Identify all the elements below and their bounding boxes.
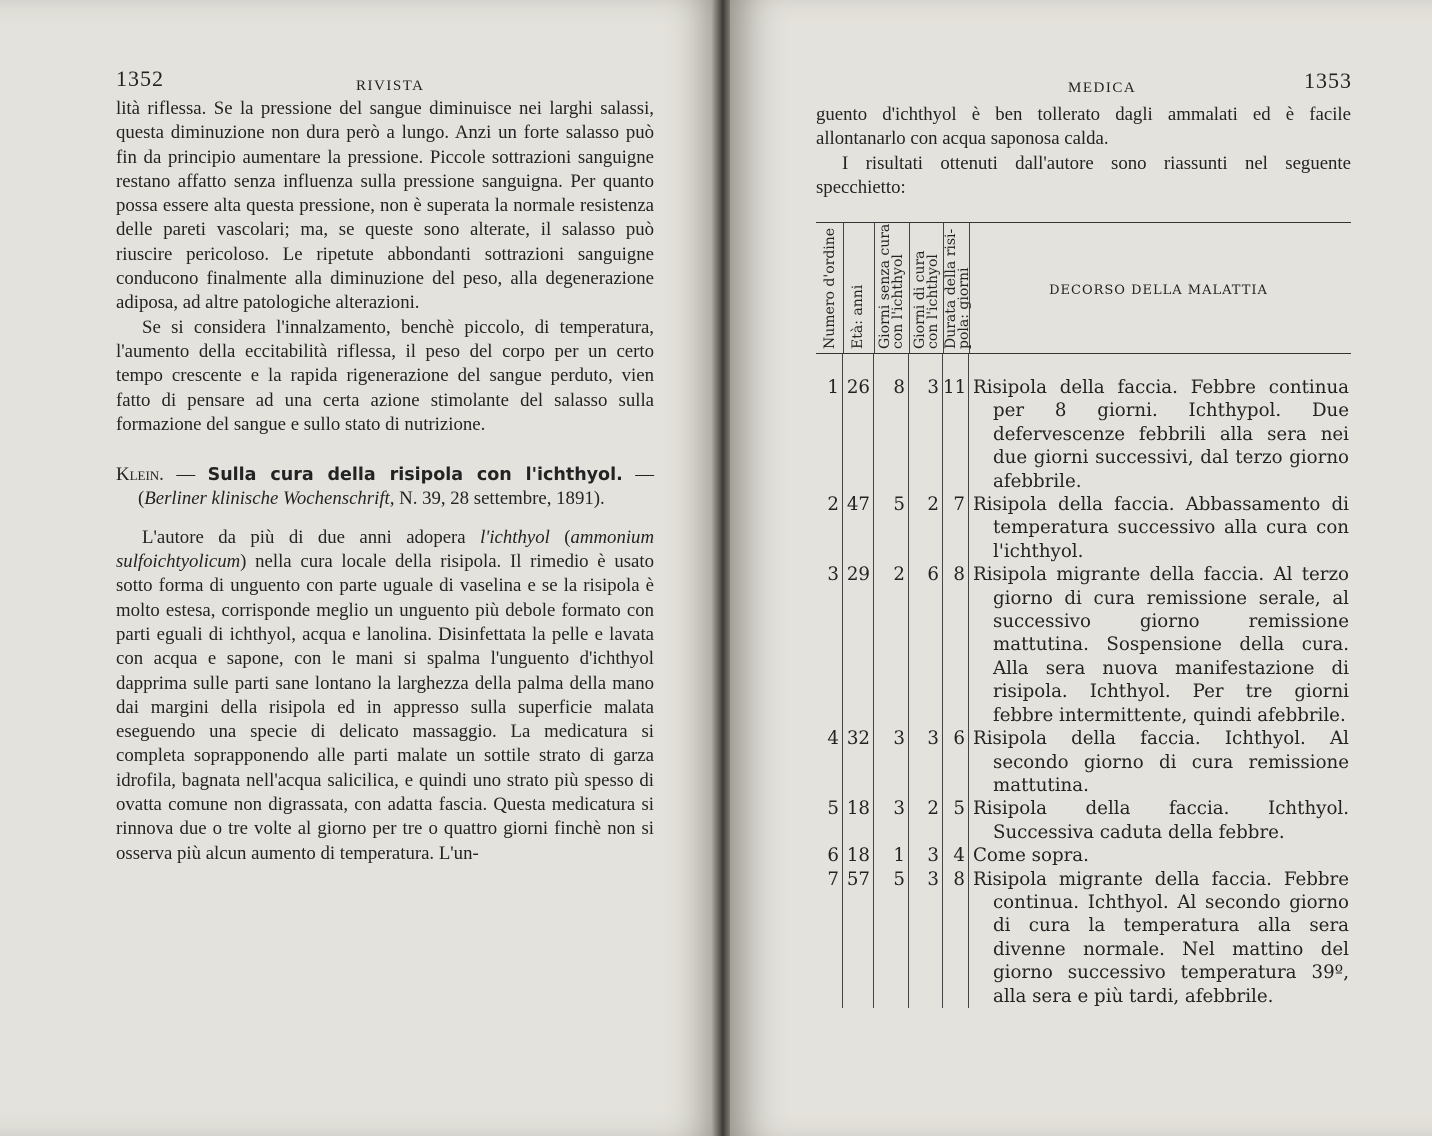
cell-giorni-cura: 2 bbox=[909, 797, 943, 844]
cell-giorni-cura: 2 bbox=[909, 493, 943, 563]
emphasis: l'ichthyol bbox=[480, 526, 550, 548]
header-col-decorso: DECORSO DELLA MALATTIA bbox=[1049, 283, 1268, 298]
header-label: Numero d'ordine bbox=[822, 227, 838, 349]
cell-decorso: Risipola migrante della faccia. Al terzo giorno di cura remissione serale, al successivo giorno remissione mattutina. Sospensione della cura. Alla sera nuova manifestazione di risipola. Ichthyol. Per tre giorni febbre intermittente, quindi afebbrile. bbox=[973, 564, 1349, 726]
paragraph: I risultati ottenuti dall'autore sono riassunti nel seguente specchietto: bbox=[816, 152, 1351, 198]
article-author: Klein. bbox=[116, 464, 164, 486]
cell-decorso: Risipola della faccia. Febbre continua per 8 giorni. Ichthypol. Due defervescenze febbrili alla sera nei due giorni successivi, dal terzo giorno afebbrile. bbox=[973, 377, 1349, 492]
header-label: Età: anni bbox=[850, 284, 866, 349]
header-label: Giorni di cura bbox=[912, 250, 928, 349]
table-body bbox=[816, 354, 1351, 1008]
running-head-right: MEDICA bbox=[1068, 80, 1137, 96]
emphasis: ammonium sulfoichtyolicum bbox=[116, 526, 655, 573]
table-row bbox=[816, 563, 1351, 727]
cell-eta: 26 bbox=[843, 376, 874, 493]
cell-durata: 7 bbox=[943, 493, 969, 563]
cell-senza-cura: 1 bbox=[874, 844, 909, 867]
article-heading bbox=[116, 463, 654, 512]
results-table bbox=[816, 222, 1351, 1008]
paragraph: guento d'ichthyol è ben tollerato dagli ammalati ed è facile allontanarlo con acqua saponosa calda. bbox=[816, 104, 1351, 150]
cell-giorni-cura: 3 bbox=[909, 727, 943, 797]
header-col-giorni-cura bbox=[909, 223, 944, 353]
cell-giorni-cura: 3 bbox=[909, 868, 943, 1008]
spacer-cell bbox=[843, 354, 874, 376]
cell-senza-cura: 2 bbox=[874, 563, 909, 727]
spacer-cell bbox=[816, 354, 843, 376]
cell-eta: 47 bbox=[843, 493, 874, 563]
table-row bbox=[816, 493, 1351, 563]
cell-giorni-cura: 6 bbox=[909, 563, 943, 727]
header-label: con l'ichthyol bbox=[925, 254, 941, 349]
cell-durata: 4 bbox=[943, 844, 969, 867]
running-head-left: RIVISTA bbox=[356, 78, 425, 94]
text-run: L'autore da più di due anni adopera bbox=[142, 526, 481, 548]
separator: — ( bbox=[138, 464, 655, 510]
cell-numero: 6 bbox=[816, 844, 843, 867]
article-title: Sulla cura della risipola con l'ichthyol. bbox=[207, 465, 623, 486]
cell-senza-cura: 3 bbox=[874, 797, 909, 844]
cell-durata: 6 bbox=[943, 727, 969, 797]
table-spacer bbox=[816, 354, 1351, 376]
cell-senza-cura: 5 bbox=[874, 493, 909, 563]
cell-numero: 3 bbox=[816, 563, 843, 727]
cell-decorso: Come sopra. bbox=[973, 845, 1089, 867]
spacer-cell bbox=[874, 354, 909, 376]
table-header bbox=[816, 222, 1351, 354]
cell-senza-cura: 5 bbox=[874, 868, 909, 1008]
cell-durata: 11 bbox=[943, 376, 969, 493]
cell-durata: 8 bbox=[943, 868, 969, 1008]
paragraph: Se si considera l'innalzamento, benchè piccolo, di temperatura, l'aumento della eccitabilità riflessa, il peso del corpo per un certo tempo crescente e la rapida rigenerazione del sangue perduto, vien fatto di pensare ad una certa azione stimolante del salasso sulla formazione del sangue e sullo stato di nutrizione. bbox=[116, 316, 654, 435]
text-run: ) nella cura locale della risipola. Il rimedio è usato sotto forma di unguento con parte uguale di vaselina e se la risipola è molto estesa, corrisponde meglio un unguento più debole formato con parti eguali di ichthyol, acqua e lanolina. Disinfettata la pelle e lavata con acqua e sapone, con le mani si spalma l'unguento d'ichthyol dapprima sulle parti sane lontano la larghezza della palma della mano dai margini della risipola ed in appresso sulla superficie malata eseguendo una specie di delicato massaggio. La medicatura si completa soprapponendo alle parti malate un sottile strato di garza idrofila, bagnata nell'acqua salicilica, e quindi uno strato più spesso di ovatta comune non digrassata, con adatta fascia. Questa medicatura si rinnova due o tre volte al giorno per tre o quattro giorni finchè non si osserva più alcun aumento di temperatura. L'un- bbox=[116, 551, 654, 864]
page-number-left: 1352 bbox=[116, 66, 164, 91]
cell-giorni-cura: 3 bbox=[909, 376, 943, 493]
text-run: ( bbox=[549, 526, 571, 548]
cell-eta: 18 bbox=[843, 797, 874, 844]
cell-numero: 2 bbox=[816, 493, 843, 563]
header-col-numero bbox=[816, 223, 844, 353]
table-row bbox=[816, 844, 1351, 867]
cell-eta: 18 bbox=[843, 844, 874, 867]
cell-numero: 5 bbox=[816, 797, 843, 844]
table-row bbox=[816, 868, 1351, 1008]
header-label: Durata della risi- bbox=[943, 228, 959, 349]
citation: N. 39, 28 settembre, 1891). bbox=[394, 488, 605, 510]
cell-durata: 5 bbox=[943, 797, 969, 844]
cell-eta: 57 bbox=[843, 868, 874, 1008]
cell-giorni-cura: 3 bbox=[909, 844, 943, 867]
header-col-senza-cura bbox=[874, 223, 910, 353]
left-text-column bbox=[116, 97, 654, 866]
right-text-column bbox=[816, 103, 1351, 200]
cell-numero: 4 bbox=[816, 727, 843, 797]
paragraph: lità riflessa. Se la pressione del sangue diminuisce nei larghi salassi, questa diminuzione non dura però a lungo. Anzi un forte salasso può fin da principio aumentare la pressione. Piccole sottrazioni sanguigne restano affatto senza influenza sulla pressione sanguigna. Per quanto possa essere alta questa pressione, non è superata la normale resistenza delle pareti vascolari; ma, se queste sono alterate, il salasso può riuscire pericoloso. Le ripetute abbondanti sottrazioni sanguigne conducono finalmente alla diminuzione del peso, alla degenerazione adiposa, ad altre patologiche alterazioni. bbox=[116, 98, 654, 314]
cell-numero: 7 bbox=[816, 868, 843, 1008]
header-col-eta bbox=[843, 223, 875, 353]
cell-decorso: Risipola della faccia. Abbassamento di temperatura successivo alla cura con l'ichthyol. bbox=[973, 494, 1349, 562]
cell-senza-cura: 8 bbox=[874, 376, 909, 493]
cell-senza-cura: 3 bbox=[874, 727, 909, 797]
cell-eta: 32 bbox=[843, 727, 874, 797]
header-label: pola: giorni bbox=[956, 267, 972, 349]
table-row bbox=[816, 727, 1351, 797]
cell-numero: 1 bbox=[816, 376, 843, 493]
header-label: Giorni senza cura bbox=[877, 223, 893, 349]
cell-eta: 29 bbox=[843, 563, 874, 727]
cell-decorso: Risipola della faccia. Ichthyol. Successiva caduta della febbre. bbox=[973, 798, 1349, 843]
spacer-cell bbox=[909, 354, 943, 376]
page-number-right: 1353 bbox=[1304, 68, 1352, 93]
journal-name: Berliner klinische Wochenschrift, bbox=[144, 488, 395, 510]
cell-decorso: Risipola migrante della faccia. Febbre continua. Ichthyol. Al secondo giorno di cura la temperatura alla sera divenne normale. Nel mattino del giorno successivo temperatura 39º, alla sera e più tardi, afebbrile. bbox=[973, 868, 1349, 1007]
separator: — bbox=[163, 464, 208, 486]
table-row bbox=[816, 376, 1351, 493]
article-paragraph bbox=[116, 526, 654, 866]
cell-decorso: Risipola della faccia. Ichthyol. Al secondo giorno di cura remissione mattutina. bbox=[973, 728, 1349, 796]
cell-durata: 8 bbox=[943, 563, 969, 727]
header-label: con l'ichthyol bbox=[890, 254, 906, 349]
spacer-cell bbox=[943, 354, 969, 376]
table-row bbox=[816, 797, 1351, 844]
